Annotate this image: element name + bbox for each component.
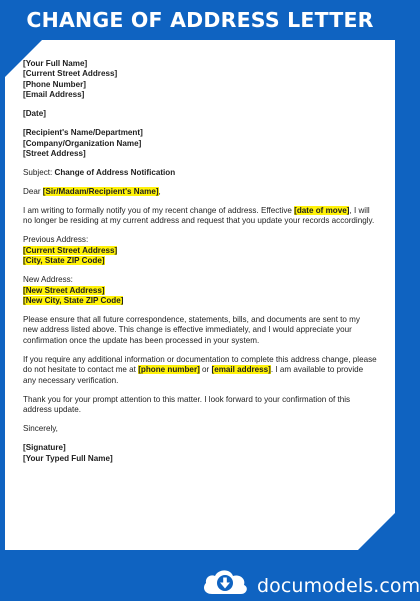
recipient-block: [23, 128, 377, 159]
new-city: [New City, State ZIP Code]: [23, 296, 124, 306]
recipient-name: [Recipient's Name/Department]: [23, 128, 143, 138]
paragraph-notice: [23, 206, 377, 227]
letter-document: [5, 40, 395, 550]
date-of-move: [date of move]: [294, 206, 350, 216]
salutation-prefix: Dear: [23, 187, 43, 197]
salutation: [23, 187, 377, 197]
sender-phone: [Phone Number]: [23, 79, 86, 89]
para1-before: I am writing to formally notify you of my recent change of address. Effective: [23, 206, 295, 216]
previous-street: [Current Street Address]: [23, 245, 118, 255]
brand-name[interactable]: documodels.com: [257, 575, 420, 597]
salutation-name: [Sir/Madam/Recipient's Name]: [42, 187, 159, 197]
date-line: [Date]: [23, 109, 46, 119]
new-address-label: New Address:: [23, 275, 73, 285]
paragraph-correspondence: Please ensure that all future correspondence, statements, bills, and documents are sent to my new address listed above. This change is effective immediately, and I would appreciate your confirmation once the update has been processed in your system.: [23, 315, 360, 345]
signature-block: [23, 443, 377, 464]
cloud-download-icon[interactable]: [200, 566, 250, 601]
header-banner: [0, 0, 400, 40]
subject-text: Change of Address Notification: [54, 168, 176, 178]
sender-email: [Email Address]: [23, 90, 85, 100]
new-address-block: [23, 275, 377, 306]
sender-name: [Your Full Name]: [23, 59, 88, 68]
page-title: CHANGE OF ADDRESS LETTER: [26, 8, 374, 32]
previous-address-label: Previous Address:: [23, 235, 89, 245]
previous-city: [City, State ZIP Code]: [23, 256, 105, 266]
para3-after: . I am available to provide any necessary verification.: [23, 365, 364, 385]
email-placeholder: [email address]: [211, 365, 271, 375]
previous-address-block: [23, 235, 377, 266]
new-street: [New Street Address]: [23, 285, 105, 295]
decorative-corner-bottom: [358, 508, 400, 550]
salutation-suffix: ,: [158, 187, 161, 197]
subject-label: Subject:: [23, 168, 55, 178]
para3-middle: or: [199, 365, 212, 375]
paragraph-thanks: Thank you for your prompt attention to this matter. I look forward to your confirmation of this address update.: [23, 394, 351, 415]
sender-block: [23, 59, 377, 101]
para1-after: , I will no longer be residing at my current address and request that you update your records accordingly.: [23, 206, 375, 226]
para3-before: If you require any additional information or documentation to complete this address change, please do not hesitate to contact me at: [23, 354, 377, 375]
signature: [Signature]: [23, 443, 66, 453]
recipient-company: [Company/Organization Name]: [23, 138, 142, 148]
closing: Sincerely,: [23, 424, 58, 434]
phone-placeholder: [phone number]: [138, 365, 200, 375]
sender-street: [Current Street Address]: [23, 69, 118, 79]
subject-line: [23, 168, 377, 178]
paragraph-contact: [23, 355, 377, 386]
decorative-corner-top: [0, 40, 42, 82]
typed-name: [Your Typed Full Name]: [23, 453, 113, 463]
recipient-street: [Street Address]: [23, 149, 86, 159]
